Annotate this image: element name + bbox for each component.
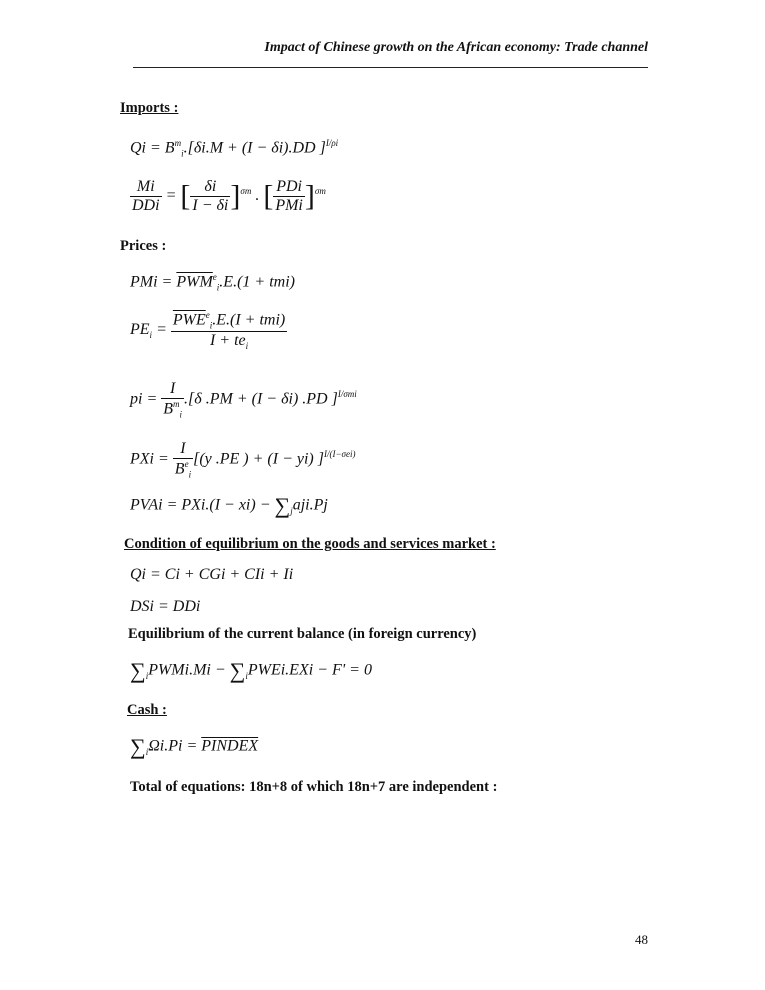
section-goods-equilibrium: Condition of equilibrium on the goods and services market : (124, 536, 496, 552)
equation-pvai: PVAi = $PXi.(I - xi) - \sum_jaji.Pj$ (130, 493, 328, 518)
equation-cash: $\sum_i\Omega i.Pi$ = PINDEX (130, 734, 259, 759)
equation-current-balance: $\sum_iPWMi.Mi$ − $\sum_iPWEi.EXi - F' = 0$ (130, 658, 372, 683)
equation-mi-ddi: $\frac{Mi}{\text{DDi}}$ = [ $\frac{\delta i}{I - \delta i}$ ]$^{\sigma m}$ . [ $\frac{\text{PDi}}{\text{PMi}}$ ]$^{\sigma m}$ (132, 178, 326, 214)
section-cash: Cash : (127, 702, 167, 718)
page-number: 48 (635, 932, 648, 947)
running-header-title: Impact of Chinese growth on the African economy: Trade channel (264, 40, 648, 55)
equation-pe: $PE_i$ = $\frac{\overline{PWE}^e_i.E.(I + tmi)}{I + te_i}$ (130, 310, 286, 351)
equation-qi-demand: Qi = Ci + CGi + CIi + Ii (130, 566, 294, 583)
equation-pxi: PXi = $\frac{I}{B^e_i}$ [(y .PE ) + (I − yi) ]$^{I/(I-\sigma ei)}$ (130, 440, 356, 480)
section-prices: Prices : (120, 238, 167, 254)
equation-pi: pi = $\frac{I}{B^m_i}$ .[δ .PM + (I − δi) .PD ]$^{I/\sigma mi}$ (130, 380, 357, 420)
section-current-balance: Equilibrium of the current balance (in foreign currency) (128, 626, 477, 642)
section-imports: Imports : (120, 100, 179, 116)
header-rule (133, 67, 648, 68)
equation-dsi: DSi = DDi (130, 598, 201, 615)
equation-pmi: PMi = $\overline{PWM}^e_i.E.(1 + tmi)$ (130, 272, 295, 293)
equation-qi-ces: $Qi = B^m_i.[\delta i.M + (I - \delta i).DD$ ]$^{I/\rho i}$ (130, 138, 339, 159)
total-equations-note: Total of equations: 18n+8 of which 18n+7 are independent : (130, 779, 498, 795)
